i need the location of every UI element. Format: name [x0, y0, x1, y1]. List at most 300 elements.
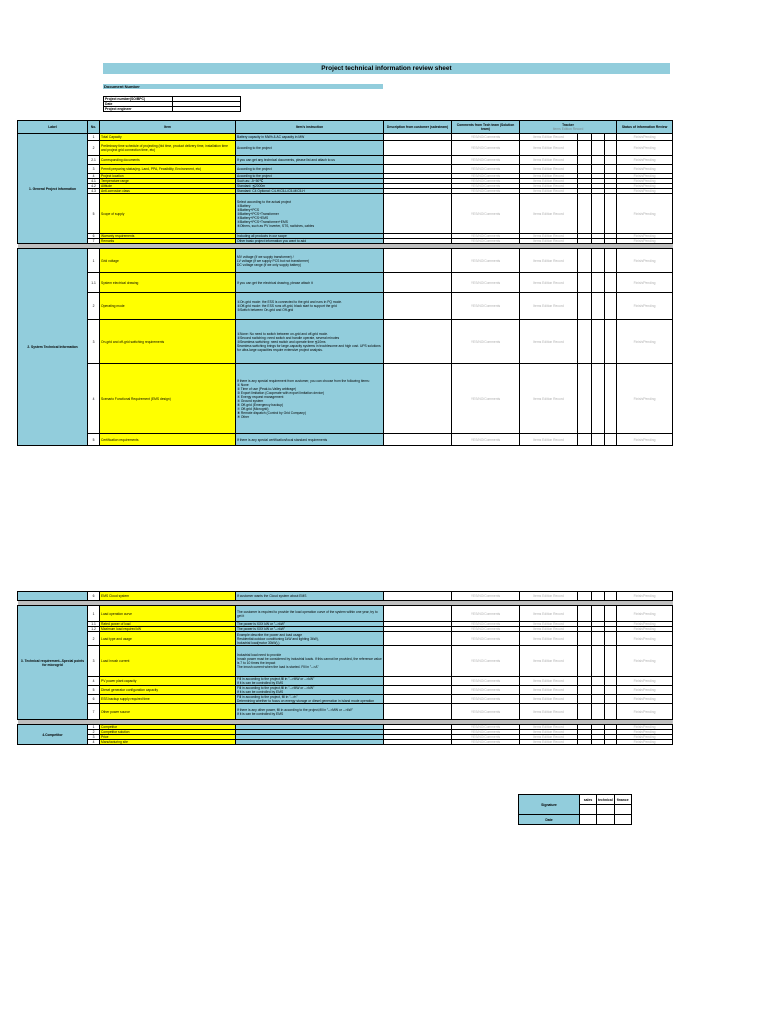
tracker-record-field[interactable]: Items Edition Record: [520, 134, 578, 141]
section-label: [18, 592, 88, 601]
row-item: Competitor solution: [100, 730, 236, 735]
row-instruction: Industrial load need to provide Inrush power must be considered by industrial loads. If this cannot be provided, the reference value is 7 to 10 times the impact The inrush current when the load is started. Fill in "-->A": [236, 646, 384, 677]
header-status: Status of information Review: [617, 121, 673, 134]
customer-description-field[interactable]: [384, 165, 452, 174]
tracker-check-2[interactable]: [592, 273, 605, 293]
row-instruction: Select according to the actual project ①Battery ②Battery+PCS ③Battery+PCS+Transformer ④Battery+PCS+EMS ⑤Battery+PCS+Transformer+EMS ⑥Others, such as PV inverter, STS, switches, cables: [236, 194, 384, 234]
tech-comments-field[interactable]: YES/NO/Comments: [452, 735, 520, 740]
tracker-check-1[interactable]: [578, 704, 592, 720]
date-label: Date: [519, 815, 580, 825]
tech-comments-field[interactable]: YES/NO/Comments: [452, 194, 520, 234]
review-status-field[interactable]: Finish/Pending: [617, 189, 673, 194]
row-number: 1: [88, 134, 100, 141]
header-description: Description from customer (salesteam): [384, 121, 452, 134]
row-instruction: [236, 740, 384, 745]
row-instruction: According to the project: [236, 141, 384, 156]
tracker-record-field[interactable]: Items Edition Record: [520, 632, 578, 646]
customer-description-field[interactable]: [384, 364, 452, 434]
signature-label: Signature: [519, 795, 580, 815]
date-field-finance[interactable]: [614, 815, 631, 825]
review-status-field[interactable]: Finish/Pending: [617, 249, 673, 273]
table-row: [18, 740, 673, 745]
review-status-field[interactable]: Finish/Pending: [617, 156, 673, 165]
tracker-check-3[interactable]: [605, 592, 617, 601]
section-label: 4.Competitor: [18, 725, 88, 745]
tracker-check-1[interactable]: [578, 194, 592, 234]
row-instruction: Other basic project information you want to add: [236, 239, 384, 244]
section-label: 3. Technical requirement--Special points for microgrid: [18, 606, 88, 720]
row-instruction: If you can get any technical documents, please list and attach to us: [236, 156, 384, 165]
tech-comments-field[interactable]: YES/NO/Comments: [452, 704, 520, 720]
tracker-record-field[interactable]: Items Edition Record: [520, 606, 578, 622]
tracker-check-2[interactable]: [592, 646, 605, 677]
review-status-field[interactable]: Finish/Pending: [617, 320, 673, 364]
tracker-check-2[interactable]: [592, 740, 605, 745]
review-status-field[interactable]: Finish/Pending: [617, 434, 673, 446]
tracker-check-1[interactable]: [578, 592, 592, 601]
tech-comments-field[interactable]: YES/NO/Comments: [452, 141, 520, 156]
customer-description-field[interactable]: [384, 677, 452, 686]
row-instruction: If there is any other power, fill in according to the project,fill in "-->MW or -->kW" If it is can be controlled by EMS: [236, 704, 384, 720]
row-instruction: Standard: ≦2000m: [236, 184, 384, 189]
header-label: Label: [18, 121, 88, 134]
tracker-record-field[interactable]: Items Edition Record: [520, 740, 578, 745]
table-row: [18, 320, 673, 364]
row-item: Load operation curve: [100, 606, 236, 622]
tech-comments-field[interactable]: YES/NO/Comments: [452, 249, 520, 273]
review-status-field[interactable]: Finish/Pending: [617, 141, 673, 156]
row-instruction: Fill in according to the project,fill in "-->MW or -->kW" If it is can be controlled by EMS: [236, 677, 384, 686]
row-number: 6: [88, 234, 100, 239]
tracker-record-field[interactable]: Items Edition Record: [520, 686, 578, 695]
tracker-check-3[interactable]: [605, 740, 617, 745]
tracker-check-3[interactable]: [605, 320, 617, 364]
tracker-check-1[interactable]: [578, 686, 592, 695]
row-number: 5: [88, 434, 100, 446]
review-status-field[interactable]: Finish/Pending: [617, 364, 673, 434]
row-item: Operating mode: [100, 293, 236, 320]
row-number: 2: [88, 293, 100, 320]
tracker-check-2[interactable]: [592, 592, 605, 601]
tracker-check-1[interactable]: [578, 434, 592, 446]
row-item: Rated power of load: [100, 622, 236, 627]
row-instruction: Example:describe the power and load usage Residential:outdoor conditioning 1kW and lighting 3kW), Industrial load(motor 30kW),): [236, 632, 384, 646]
customer-description-field[interactable]: [384, 704, 452, 720]
table-row: [18, 134, 673, 141]
page-title: Project technical information review sheet: [103, 63, 670, 74]
row-number: 4: [88, 740, 100, 745]
tracker-check-3[interactable]: [605, 704, 617, 720]
tracker-check-3[interactable]: [605, 606, 617, 622]
tracker-check-2[interactable]: [592, 293, 605, 320]
row-number: 4: [88, 364, 100, 434]
project-info-table: [103, 96, 241, 112]
review-status-field[interactable]: Finish/Pending: [617, 134, 673, 141]
header-comments: Comments from Tech team (Solution team): [452, 121, 520, 134]
info-label: Date: [104, 102, 173, 107]
tracker-check-2[interactable]: [592, 134, 605, 141]
tracker-check-2[interactable]: [592, 165, 605, 174]
tracker-check-1[interactable]: [578, 632, 592, 646]
tracker-check-2[interactable]: [592, 632, 605, 646]
row-instruction: Battery capacity in MWh & AC capacity in MW: [236, 134, 384, 141]
row-number: 2: [88, 632, 100, 646]
row-instruction: MV voltage (If we supply transformer) / LV voltage (if we supply PCS but not transformer) DC voltage range (if we only supply battery): [236, 249, 384, 273]
tech-comments-field[interactable]: YES/NO/Comments: [452, 677, 520, 686]
review-status-field[interactable]: Finish/Pending: [617, 632, 673, 646]
section-general: [18, 134, 673, 249]
tech-comments-field[interactable]: YES/NO/Comments: [452, 239, 520, 244]
tracker-record-field[interactable]: Items Edition Record: [520, 179, 578, 184]
tracker-check-2[interactable]: [592, 677, 605, 686]
tracker-check-2[interactable]: [592, 434, 605, 446]
customer-description-field[interactable]: [384, 632, 452, 646]
section-label: 2. System Technical Information: [18, 249, 88, 446]
tracker-check-3[interactable]: [605, 434, 617, 446]
row-instruction: Fill in according to the project,fill in "-->MW or -->kW" If it is can be controlled by EMS: [236, 686, 384, 695]
tracker-record-field[interactable]: Items Edition Record: [520, 165, 578, 174]
tracker-record-field[interactable]: Items Edition Record: [520, 156, 578, 165]
tracker-record-field[interactable]: Items Edition Record: [520, 234, 578, 239]
tracker-check-3[interactable]: [605, 364, 617, 434]
row-item: Preliminary time schedule of projecting (bid time, product delivery time, installation time and project grid connection time, etc): [100, 141, 236, 156]
table-row: [18, 249, 673, 273]
row-number: 5: [88, 686, 100, 695]
tracker-check-1[interactable]: [578, 293, 592, 320]
tracker-check-3[interactable]: [605, 646, 617, 677]
tech-comments-field[interactable]: YES/NO/Comments: [452, 134, 520, 141]
tracker-check-1[interactable]: [578, 740, 592, 745]
row-number: 1: [88, 606, 100, 622]
row-instruction: If you can get the electrical drawing, please attach it: [236, 273, 384, 293]
tracker-check-1[interactable]: [578, 156, 592, 165]
review-status-field[interactable]: Finish/Pending: [617, 179, 673, 184]
tracker-check-2[interactable]: [592, 249, 605, 273]
tech-comments-field[interactable]: YES/NO/Comments: [452, 592, 520, 601]
row-item: Remarks: [100, 239, 236, 244]
row-number: 6: [88, 695, 100, 704]
review-table-top: [17, 120, 673, 446]
tracker-check-2[interactable]: [592, 364, 605, 434]
tracker-check-2[interactable]: [592, 141, 605, 156]
tech-comments-field[interactable]: YES/NO/Comments: [452, 273, 520, 293]
review-status-field[interactable]: Finish/Pending: [617, 740, 673, 745]
row-item: Other power source: [100, 704, 236, 720]
tracker-check-2[interactable]: [592, 606, 605, 622]
customer-description-field[interactable]: [384, 686, 452, 695]
customer-description-field[interactable]: [384, 293, 452, 320]
row-instruction: According to the project: [236, 174, 384, 179]
tech-comments-field[interactable]: YES/NO/Comments: [452, 234, 520, 239]
review-status-field[interactable]: Finish/Pending: [617, 234, 673, 239]
row-instruction: Such as: -5~50℃: [236, 179, 384, 184]
row-item: Maximum load required kW: [100, 627, 236, 632]
review-table-bottom: [17, 591, 673, 745]
row-number: 5: [88, 194, 100, 234]
review-status-field[interactable]: Finish/Pending: [617, 165, 673, 174]
row-item: ESS backup supply required time: [100, 695, 236, 704]
review-status-field[interactable]: Finish/Pending: [617, 686, 673, 695]
tracker-check-1[interactable]: [578, 320, 592, 364]
tracker-record-field[interactable]: Items Edition Record: [520, 735, 578, 740]
tracker-record-field[interactable]: Items Edition Record: [520, 174, 578, 179]
table-row: [18, 592, 673, 601]
review-status-field[interactable]: Finish/Pending: [617, 627, 673, 632]
row-number: 1.1: [88, 622, 100, 627]
tracker-check-1[interactable]: [578, 364, 592, 434]
tracker-record-field[interactable]: Items Edition Record: [520, 273, 578, 293]
tech-comments-field[interactable]: YES/NO/Comments: [452, 740, 520, 745]
section-system-cont: [18, 592, 673, 606]
row-number: 1: [88, 725, 100, 730]
row-instruction: If there is any special requirement from customer, you can choose from the following items: ① None ② Time of use (Peak-to-Valley arbitrage) ③ Export limitation (Cooperate with export limitation device) ④ Energy request management ⑤ Ground system ⑥ Off-grid (Emergency backup) ⑦ Off-grid (Microgrid) ⑧ Remote dispatch (Control by Grid Company) ⑨ Other: [236, 364, 384, 434]
row-instruction: If there is any special certification/local standard requirements: [236, 434, 384, 446]
row-item: Warranty requirements: [100, 234, 236, 239]
tracker-check-2[interactable]: [592, 686, 605, 695]
tracker-record-field[interactable]: Items Edition Record: [520, 646, 578, 677]
review-status-field[interactable]: Finish/Pending: [617, 293, 673, 320]
tech-comments-field[interactable]: YES/NO/Comments: [452, 320, 520, 364]
tracker-check-3[interactable]: [605, 134, 617, 141]
row-instruction: ①On-grid mode: the ESS is connected to the grid and runs in PQ mode. ②Off-grid mode: the ESS runs off-grid, black start to support the grid ③Switch between On-grid and Off-grid: [236, 293, 384, 320]
info-label: Project number(SO/BPC): [104, 97, 173, 102]
tracker-check-1[interactable]: [578, 273, 592, 293]
customer-description-field[interactable]: [384, 695, 452, 704]
customer-description-field[interactable]: [384, 194, 452, 234]
review-status-field[interactable]: Finish/Pending: [617, 184, 673, 189]
tracker-check-1[interactable]: [578, 606, 592, 622]
header-item: Item: [100, 121, 236, 134]
tracker-record-field[interactable]: Items Edition Record: [520, 194, 578, 234]
row-item: Competitor: [100, 725, 236, 730]
tech-comments-field[interactable]: YES/NO/Comments: [452, 730, 520, 735]
row-instruction: If customer wants the Cloud system about EMS: [236, 592, 384, 601]
date-field-sales[interactable]: [580, 815, 597, 825]
row-item: Manufacturing site: [100, 740, 236, 745]
customer-description-field[interactable]: [384, 606, 452, 622]
tracker-check-2[interactable]: [592, 156, 605, 165]
tech-comments-field[interactable]: YES/NO/Comments: [452, 632, 520, 646]
info-value-field[interactable]: [173, 107, 241, 112]
tracker-record-field[interactable]: Items Edition Record: [520, 622, 578, 627]
tech-comments-field[interactable]: YES/NO/Comments: [452, 184, 520, 189]
tech-comments-field[interactable]: YES/NO/Comments: [452, 293, 520, 320]
tracker-check-3[interactable]: [605, 273, 617, 293]
tracker-record-field[interactable]: Items Edition Record: [520, 189, 578, 194]
tech-comments-field[interactable]: YES/NO/Comments: [452, 189, 520, 194]
tracker-check-3[interactable]: [605, 156, 617, 165]
review-status-field[interactable]: Finish/Pending: [617, 239, 673, 244]
tracker-check-3[interactable]: [605, 632, 617, 646]
customer-description-field[interactable]: [384, 320, 452, 364]
review-status-field[interactable]: Finish/Pending: [617, 194, 673, 234]
tracker-check-3[interactable]: [605, 677, 617, 686]
row-item: EMS Cloud system: [100, 592, 236, 601]
tracker-record-field[interactable]: Items Edition Record: [520, 249, 578, 273]
tracker-check-1[interactable]: [578, 677, 592, 686]
tracker-check-3[interactable]: [605, 165, 617, 174]
tech-comments-field[interactable]: YES/NO/Comments: [452, 156, 520, 165]
tracker-check-1[interactable]: [578, 646, 592, 677]
table-row: [18, 194, 673, 234]
row-number: 6: [88, 592, 100, 601]
table-row: [18, 677, 673, 686]
row-item: Grid voltage: [100, 249, 236, 273]
row-instruction: Standard: C4 Optional: C4-H/C5-L/C5-M/C5-H: [236, 189, 384, 194]
tech-comments-field[interactable]: YES/NO/Comments: [452, 174, 520, 179]
row-number: 3: [88, 646, 100, 677]
row-number: 7: [88, 704, 100, 720]
row-number: 7: [88, 239, 100, 244]
tracker-record-field[interactable]: Items Edition Record: [520, 677, 578, 686]
tech-comments-field[interactable]: YES/NO/Comments: [452, 725, 520, 730]
tracker-check-3[interactable]: [605, 293, 617, 320]
tracker-check-1[interactable]: [578, 134, 592, 141]
customer-description-field[interactable]: [384, 740, 452, 745]
review-status-field[interactable]: Finish/Pending: [617, 730, 673, 735]
tech-comments-field[interactable]: YES/NO/Comments: [452, 646, 520, 677]
table-row: [18, 646, 673, 677]
tracker-record-field[interactable]: Items Edition Record: [520, 592, 578, 601]
row-instruction: The power is XXX kW or "-->kW": [236, 622, 384, 627]
tracker-check-1[interactable]: [578, 141, 592, 156]
row-number: 2: [88, 730, 100, 735]
tech-comments-field[interactable]: YES/NO/Comments: [452, 606, 520, 622]
sig-field-finance[interactable]: [614, 805, 631, 815]
tracker-record-field[interactable]: Items Edition Record: [520, 141, 578, 156]
row-item: Load inrush current: [100, 646, 236, 677]
row-number: 1: [88, 249, 100, 273]
document-number-label: Document Number: [104, 84, 140, 89]
section-microgrid: [18, 606, 673, 725]
row-item: Load type and usage: [100, 632, 236, 646]
tracker-check-2[interactable]: [592, 704, 605, 720]
table-row: [18, 632, 673, 646]
tracker-record-field[interactable]: Items Edition Record: [520, 695, 578, 704]
tracker-check-3[interactable]: [605, 141, 617, 156]
customer-description-field[interactable]: [384, 273, 452, 293]
tracker-check-2[interactable]: [592, 320, 605, 364]
sig-field-sales[interactable]: [580, 805, 597, 815]
customer-description-field[interactable]: [384, 249, 452, 273]
tracker-record-field[interactable]: Items Edition Record: [520, 184, 578, 189]
customer-description-field[interactable]: [384, 134, 452, 141]
tracker-check-2[interactable]: [592, 695, 605, 704]
tracker-record-field[interactable]: Items Edition Record: [520, 627, 578, 632]
row-item: PV power plant capacity: [100, 677, 236, 686]
review-status-field[interactable]: Finish/Pending: [617, 592, 673, 601]
tech-comments-field[interactable]: YES/NO/Comments: [452, 165, 520, 174]
tracker-record-field[interactable]: Items Edition Record: [520, 364, 578, 434]
tracker-record-field[interactable]: Items Edition Record: [520, 704, 578, 720]
review-status-field[interactable]: Finish/Pending: [617, 606, 673, 622]
customer-description-field[interactable]: [384, 434, 452, 446]
tech-comments-field[interactable]: YES/NO/Comments: [452, 434, 520, 446]
header-instruction: Item's instruction: [236, 121, 384, 134]
tracker-record-field[interactable]: Items Edition Record: [520, 730, 578, 735]
row-instruction: ①None: No need to switch between on-grid and off-grid mode. ②Second switching: need switch and handle operate, several minutes ③Seamless switching: need switch and operate time ≦10ms Seamless switching brings for large-capacity systems in troublesome and high cost. UPS solutions for ultra-large capacities require extensive project analysis.: [236, 320, 384, 364]
tracker-check-3[interactable]: [605, 249, 617, 273]
table-row: [18, 434, 673, 446]
tracker-record-field[interactable]: Items Edition Record: [520, 725, 578, 730]
row-item: Total Capacity: [100, 134, 236, 141]
row-item: Diesel generator configuration capacity: [100, 686, 236, 695]
date-field-technical[interactable]: [597, 815, 615, 825]
tracker-record-field[interactable]: Items Edition Record: [520, 239, 578, 244]
table-row: [18, 156, 673, 165]
signature-table: [518, 794, 632, 825]
tech-comments-field[interactable]: YES/NO/Comments: [452, 686, 520, 695]
row-number: 4.2: [88, 184, 100, 189]
tech-comments-field[interactable]: YES/NO/Comments: [452, 364, 520, 434]
row-item: Permit preparing status(eg. Land, PPA, Feasibility, Environment, etc): [100, 165, 236, 174]
tracker-check-3[interactable]: [605, 194, 617, 234]
row-instruction: According to the project: [236, 165, 384, 174]
review-status-field[interactable]: Finish/Pending: [617, 735, 673, 740]
row-number: 1.2: [88, 627, 100, 632]
row-item: Scenario Functional Requirement (EMS design): [100, 364, 236, 434]
row-number: 4.1: [88, 179, 100, 184]
tracker-check-1[interactable]: [578, 695, 592, 704]
table-row: [18, 141, 673, 156]
row-number: 4.3: [88, 189, 100, 194]
row-instruction: The customer is required to provide the load operation curve of the system within one year, try to get it: [236, 606, 384, 622]
tracker-record-field[interactable]: Items Edition Record: [520, 434, 578, 446]
review-status-field[interactable]: Finish/Pending: [617, 704, 673, 720]
tech-comments-field[interactable]: YES/NO/Comments: [452, 179, 520, 184]
review-status-field[interactable]: Finish/Pending: [617, 725, 673, 730]
review-status-field[interactable]: Finish/Pending: [617, 646, 673, 677]
row-item: Anti-corrosion class: [100, 189, 236, 194]
row-item: Altitude: [100, 184, 236, 189]
row-instruction: Fill in according to the project, fill in "-->h" Determining whether to focus on energy storage or diesel generation in island mode operation: [236, 695, 384, 704]
table-row: [18, 293, 673, 320]
row-number: 3: [88, 320, 100, 364]
tech-comments-field[interactable]: YES/NO/Comments: [452, 627, 520, 632]
row-item: On-grid and off-grid switching requirements: [100, 320, 236, 364]
tech-comments-field[interactable]: YES/NO/Comments: [452, 622, 520, 627]
review-status-field[interactable]: Finish/Pending: [617, 273, 673, 293]
tracker-check-1[interactable]: [578, 249, 592, 273]
tracker-check-2[interactable]: [592, 194, 605, 234]
row-number: 4: [88, 677, 100, 686]
customer-description-field[interactable]: [384, 592, 452, 601]
review-status-field[interactable]: Finish/Pending: [617, 622, 673, 627]
row-instruction: Including all products in our scope: [236, 234, 384, 239]
tracker-record-field[interactable]: Items Edition Record: [520, 293, 578, 320]
row-instruction: The power is XXX kW or "-->kW": [236, 627, 384, 632]
tracker-check-1[interactable]: [578, 165, 592, 174]
tracker-check-3[interactable]: [605, 695, 617, 704]
customer-description-field[interactable]: [384, 156, 452, 165]
sig-field-technical[interactable]: [597, 805, 615, 815]
row-item: Price: [100, 735, 236, 740]
tracker-check-3[interactable]: [605, 686, 617, 695]
tracker-record-field[interactable]: Items Edition Record: [520, 320, 578, 364]
table-row: [18, 704, 673, 720]
review-status-field[interactable]: Finish/Pending: [617, 677, 673, 686]
review-status-field[interactable]: Finish/Pending: [617, 695, 673, 704]
tech-comments-field[interactable]: YES/NO/Comments: [452, 695, 520, 704]
row-item: Scope of supply: [100, 194, 236, 234]
customer-description-field[interactable]: [384, 646, 452, 677]
row-item: System electrical drawing: [100, 273, 236, 293]
review-status-field[interactable]: Finish/Pending: [617, 174, 673, 179]
tracker-title: Tracker: [562, 123, 574, 127]
section-label: 1. General Project Information: [18, 134, 88, 244]
section-competitor: [18, 725, 673, 745]
customer-description-field[interactable]: [384, 141, 452, 156]
